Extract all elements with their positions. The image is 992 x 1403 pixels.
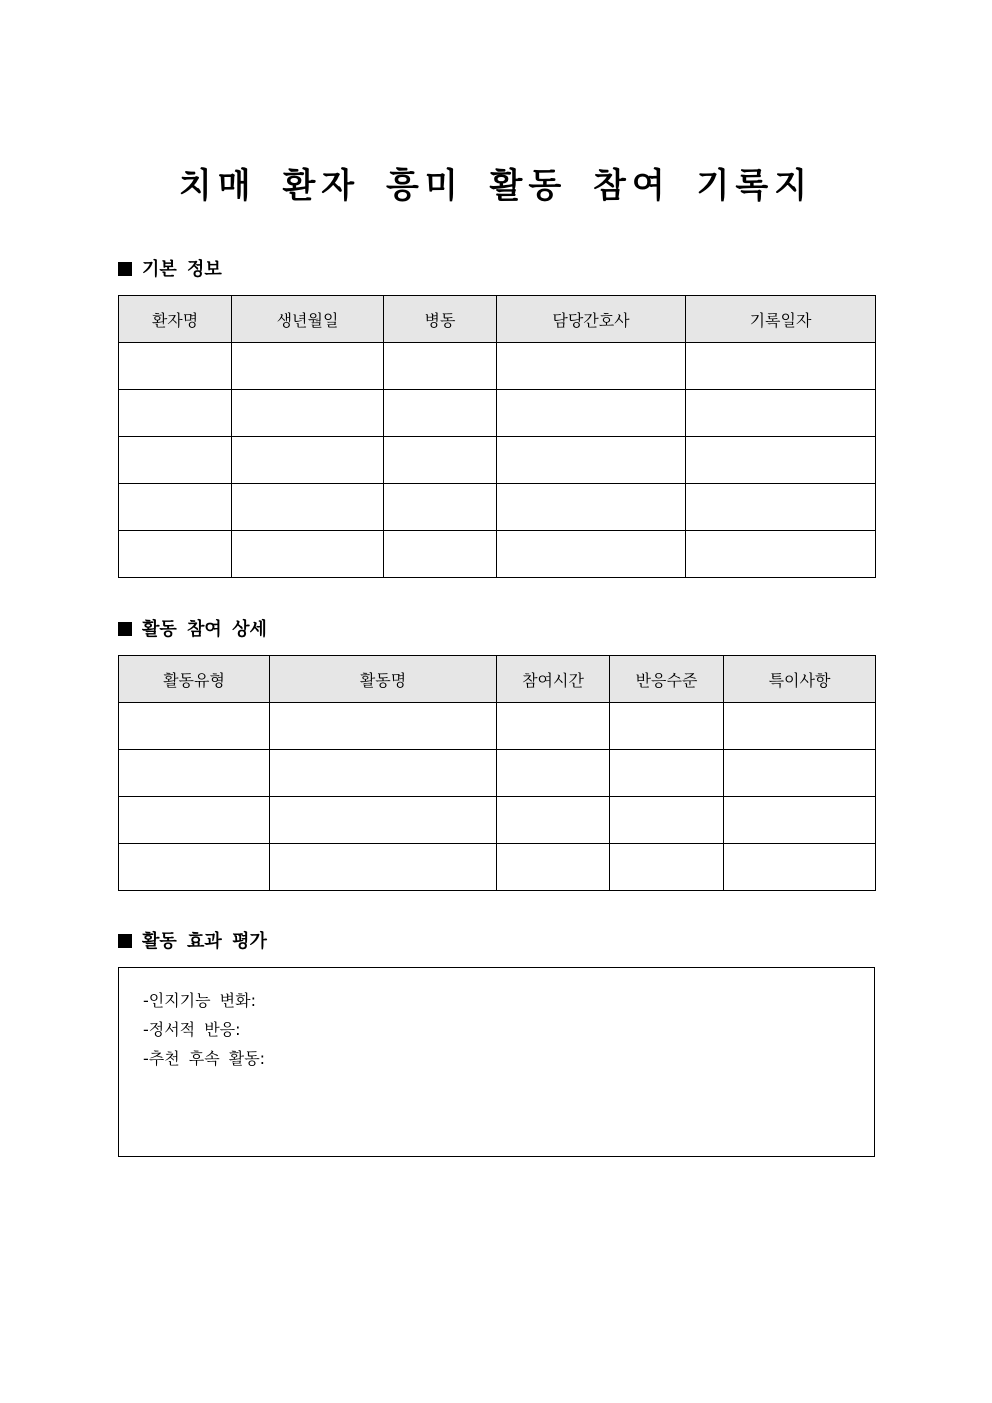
input-cell[interactable] [119,797,270,844]
input-cell[interactable] [119,437,232,484]
square-bullet-icon [118,262,132,276]
column-header-activity-type: 활동유형 [119,656,270,703]
input-cell[interactable] [610,797,724,844]
table-row [119,437,876,484]
column-header-ward: 병동 [384,296,497,343]
column-header-record-date: 기록일자 [686,296,876,343]
column-header-participation-time: 참여시간 [497,656,610,703]
table-row [119,531,876,578]
section-heading-label: 활동 효과 평가 [142,931,267,952]
input-cell[interactable] [232,531,384,578]
input-cell[interactable] [384,390,497,437]
section-heading-activity-detail [118,617,267,643]
input-cell[interactable] [497,797,610,844]
input-cell[interactable] [119,531,232,578]
input-cell[interactable] [686,437,876,484]
input-cell[interactable] [724,703,876,750]
input-cell[interactable] [270,750,497,797]
column-header-nurse: 담당간호사 [497,296,686,343]
input-cell[interactable] [384,437,497,484]
input-cell[interactable] [686,531,876,578]
table-row [119,844,876,891]
input-cell[interactable] [686,484,876,531]
input-cell[interactable] [686,390,876,437]
square-bullet-icon [118,934,132,948]
table-row [119,390,876,437]
input-cell[interactable] [610,844,724,891]
input-cell[interactable] [232,390,384,437]
input-cell[interactable] [119,703,270,750]
input-cell[interactable] [724,750,876,797]
table-row [119,343,876,390]
input-cell[interactable] [686,343,876,390]
section-heading-basic-info [118,257,222,283]
section-heading-label: 활동 참여 상세 [142,619,267,640]
square-bullet-icon [118,622,132,636]
column-header-birth-date: 생년월일 [232,296,384,343]
table-row [119,750,876,797]
column-header-response-level: 반응수준 [610,656,724,703]
input-cell[interactable] [610,703,724,750]
activity-detail-table [118,655,876,891]
input-cell[interactable] [497,531,686,578]
input-cell[interactable] [119,343,232,390]
input-cell[interactable] [232,437,384,484]
input-cell[interactable] [497,844,610,891]
table-row [119,797,876,844]
input-cell[interactable] [119,844,270,891]
input-cell[interactable] [384,343,497,390]
input-cell[interactable] [384,531,497,578]
input-cell[interactable] [119,484,232,531]
table-row [119,484,876,531]
input-cell[interactable] [384,484,497,531]
recommended-followup-line: -추천 후속 활동: [143,1049,266,1068]
input-cell[interactable] [497,750,610,797]
input-cell[interactable] [119,750,270,797]
input-cell[interactable] [270,844,497,891]
column-header-remarks: 특이사항 [724,656,876,703]
input-cell[interactable] [497,343,686,390]
page-title: 치매 환자 흥미 활동 참여 기록지 [178,166,814,206]
input-cell[interactable] [119,390,232,437]
section-heading-label: 기본 정보 [142,259,222,280]
basic-info-table [118,295,876,578]
section-heading-evaluation [118,929,267,955]
table-header-row [119,296,876,343]
input-cell[interactable] [270,797,497,844]
input-cell[interactable] [270,703,497,750]
input-cell[interactable] [724,844,876,891]
cognitive-change-line: -인지기능 변화: [143,991,256,1010]
input-cell[interactable] [497,437,686,484]
evaluation-box[interactable] [118,967,875,1157]
input-cell[interactable] [497,703,610,750]
table-header-row [119,656,876,703]
input-cell[interactable] [232,484,384,531]
emotional-response-line: -정서적 반응: [143,1020,241,1039]
input-cell[interactable] [232,343,384,390]
table-row [119,703,876,750]
input-cell[interactable] [497,484,686,531]
input-cell[interactable] [724,797,876,844]
column-header-patient-name: 환자명 [119,296,232,343]
input-cell[interactable] [610,750,724,797]
column-header-activity-name: 활동명 [270,656,497,703]
input-cell[interactable] [497,390,686,437]
